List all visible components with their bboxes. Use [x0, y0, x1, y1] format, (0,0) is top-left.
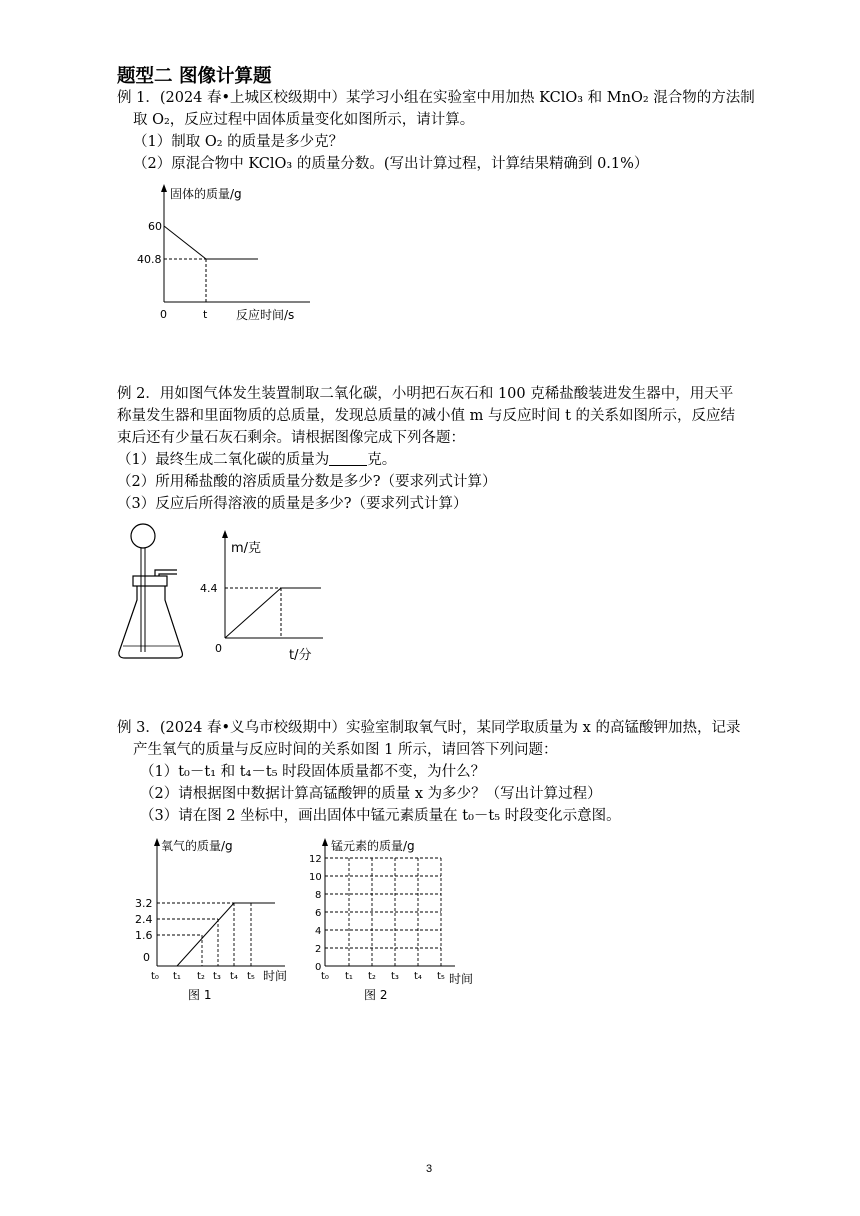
- fig1-line-rise: [177, 903, 234, 966]
- ex1-chart: [137, 180, 320, 330]
- fig1-xtick: t₀: [151, 971, 159, 982]
- fig2-ytick: 6: [315, 908, 322, 919]
- ex1-line-decline: [164, 226, 206, 259]
- fig1-xtick: t₄: [230, 971, 238, 982]
- fig1-ytick: 1.6: [135, 929, 153, 942]
- ex2-line3: 束后还有少量石灰石剩余。请根据图像完成下列各题：: [117, 430, 465, 446]
- fig2-ytick: 0: [315, 962, 322, 973]
- fig2-xlabel: 时间: [449, 972, 474, 986]
- fig2-ytick: 8: [315, 890, 322, 901]
- fig1-ytick: 0: [143, 951, 150, 964]
- fig2-ylabel: 锰元素的质量/g: [331, 839, 415, 853]
- ex2-line-rise: [225, 588, 281, 638]
- fig2-xtick: t₀: [321, 971, 329, 982]
- fig2-xtick: t₁: [345, 971, 353, 982]
- ex2-ylabel: m/克: [231, 541, 262, 556]
- fig1-ytick: 2.4: [135, 913, 153, 926]
- ex2-q2: （2）所用稀盐酸的溶质质量分数是多少?（要求列式计算）: [117, 474, 497, 490]
- ex1-tick-60: 60: [148, 220, 162, 233]
- fig2-ytick: 12: [309, 854, 322, 865]
- fig1-xtick: t₂: [197, 971, 205, 982]
- fig2-xtick: t₃: [391, 971, 399, 982]
- ex2-q1-unit: 克。: [367, 452, 397, 468]
- ex1-q1: （1）制取 O₂ 的质量是多少克？: [133, 134, 344, 150]
- fig2-ytick: 10: [309, 872, 322, 883]
- section-title: 题型二 图像计算题: [117, 66, 272, 87]
- ex3-line2: 产生氧气的质量与反应时间的关系如图 1 所示，请回答下列问题：: [133, 742, 558, 758]
- fig1-ylabel: 氧气的质量/g: [161, 839, 233, 853]
- ex3-fig2-chart: [305, 834, 485, 984]
- ex2-q1: [117, 450, 396, 470]
- fig1-xtick: t₁: [173, 971, 181, 982]
- ex1-line1: 例 1．(2024 春•上城区校级期中）某学习小组在实验室中用加热 KClO₃ 和 MnO₂ 混合物的方法制: [117, 90, 755, 106]
- answer-blank: [329, 451, 367, 466]
- ex1-tick-t: t: [203, 308, 208, 321]
- gas-generator-apparatus-icon: [115, 520, 195, 665]
- fig2-xtick: t₄: [414, 971, 422, 982]
- ex1-line2: 取 O₂，反应过程中固体质量变化如图所示，请计算。: [133, 112, 475, 128]
- ex2-line1: 例 2．用如图气体发生装置制取二氧化碳，小明把石灰石和 100 克稀盐酸装进发生器中，用天平: [117, 386, 734, 402]
- fig2-ytick: 4: [315, 926, 322, 937]
- fig2-grid: [325, 858, 441, 966]
- ex3-q3: （3）请在图 2 坐标中，画出固体中锰元素质量在 t₀－t₅ 时段变化示意图。: [140, 808, 621, 824]
- fig2-caption: 图 2: [364, 988, 388, 1002]
- ex3-fig1-chart: [135, 834, 295, 984]
- fig1-xlabel: 时间: [263, 969, 288, 983]
- ex1-tick-408: 40.8: [137, 253, 162, 266]
- fig1-ytick: 3.2: [135, 897, 153, 910]
- ex2-tick-0: 0: [215, 642, 222, 655]
- ex2-q1-text: （1）最终生成二氧化碳的质量为: [117, 452, 330, 468]
- fig1-xtick: t₅: [247, 971, 255, 982]
- fig1-caption: 图 1: [188, 988, 212, 1002]
- ex1-ylabel: 固体的质量/g: [170, 187, 242, 201]
- fig2-xtick: t₂: [368, 971, 376, 982]
- ex3-q1: （1）t₀－t₁ 和 t₄－t₅ 时段固体质量都不变，为什么？: [140, 764, 486, 780]
- ex3-q2: （2）请根据图中数据计算高锰酸钾的质量 x 为多少？（写出计算过程）: [140, 786, 602, 802]
- ex3-line1: 例 3．(2024 春•义乌市校级期中）实验室制取氧气时，某同学取质量为 x 的高锰酸钾加热，记录: [117, 720, 741, 736]
- page-number: 3: [426, 1163, 433, 1175]
- ex2-q3: （3）反应后所得溶液的质量是多少?（要求列式计算）: [117, 496, 468, 512]
- fig1-guide-lines: [157, 903, 251, 966]
- ex2-chart: [200, 528, 335, 668]
- ex1-tick-0: 0: [160, 308, 167, 321]
- fig2-ytick: 2: [315, 944, 322, 955]
- fig2-xtick: t₅: [437, 971, 445, 982]
- ex2-xlabel: t/分: [289, 648, 312, 663]
- ex2-tick-44: 4.4: [200, 582, 218, 595]
- ex1-xlabel: 反应时间/s: [236, 308, 295, 322]
- ex2-line2: 称量发生器和里面物质的总质量，发现总质量的减小值 m 与反应时间 t 的关系如图所示，反应结: [117, 408, 736, 424]
- ex1-q2: （2）原混合物中 KClO₃ 的质量分数。(写出计算过程，计算结果精确到 0.1%）: [133, 156, 649, 172]
- fig1-xtick: t₃: [213, 971, 221, 982]
